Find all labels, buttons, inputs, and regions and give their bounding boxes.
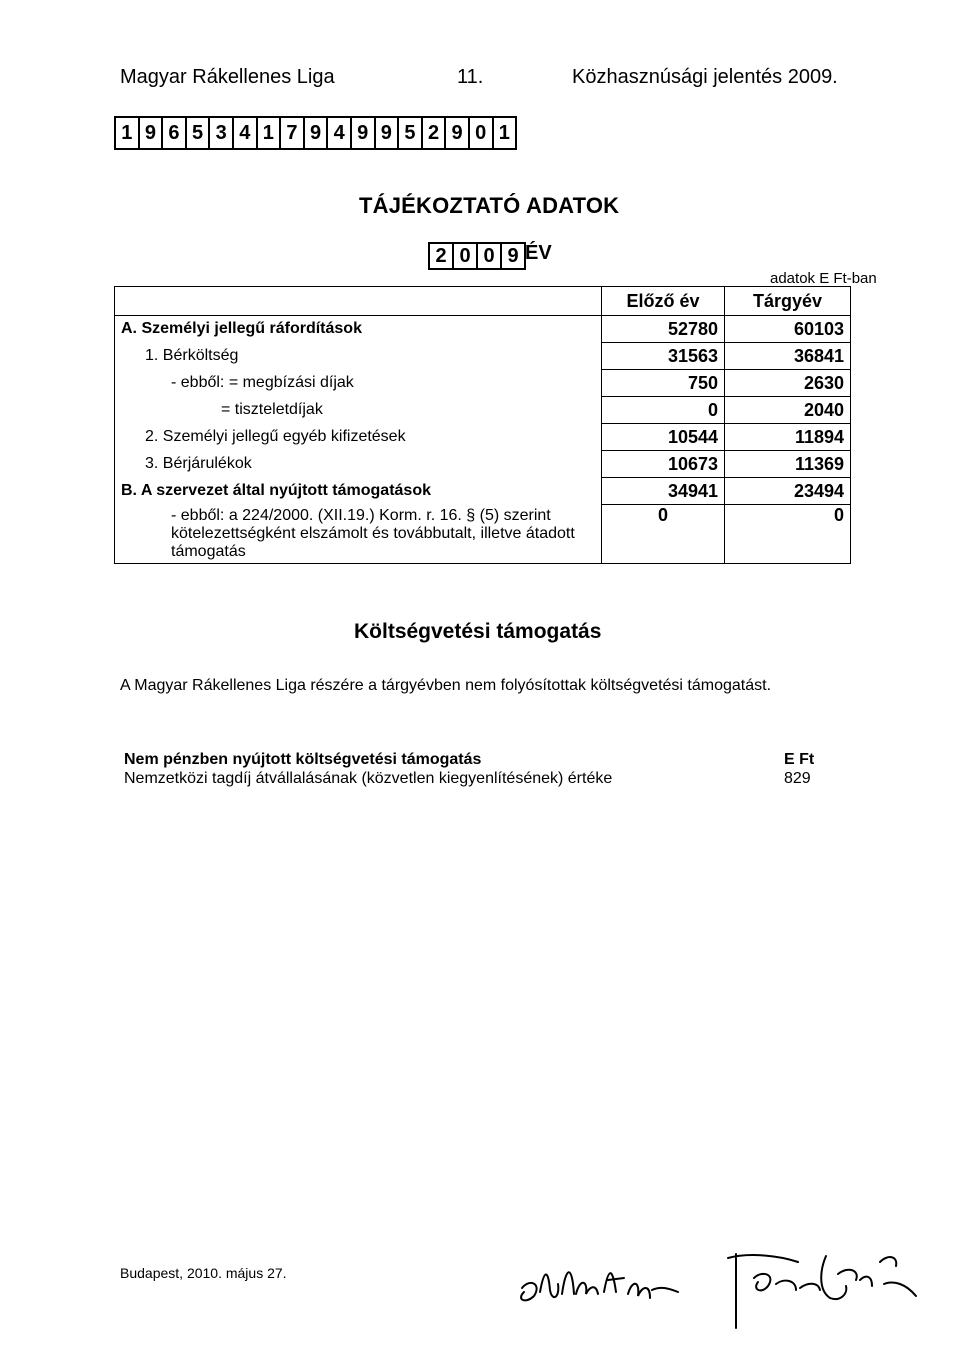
row-label: - ebből: = megbízási díjak [115,370,602,397]
table-row [115,478,851,505]
id-digit-box: 1 [116,118,140,148]
org-name: Magyar Rákellenes Liga [120,66,335,88]
report-title: Közhasznúsági jelentés 2009. [572,66,838,88]
row-label: 1. Bérköltség [115,343,602,370]
table-row [115,343,851,370]
prev-year-value: 750 [602,370,725,397]
table-row [115,316,851,343]
curr-year-value: 11369 [725,451,851,478]
table-row [115,424,851,451]
row-label: A. Személyi jellegű ráfordítások [115,316,602,343]
nonmonetary-unit: E Ft [784,751,815,768]
id-digit-box: 9 [352,118,376,148]
row-label: B. A szervezet által nyújtott támogatások [115,478,602,505]
budget-section-title: Költségvetési támogatás [354,620,602,643]
col-prev-header: Előző év [602,287,725,316]
curr-year-value: 0 [725,505,851,564]
place-date: Budapest, 2010. május 27. [120,1265,287,1281]
row-label: - ebből: a 224/2000. (XII.19.) Korm. r. 16. § (5) szerint kötelezettségként elszámolt és továbbutalt, illetve átadott támogatás [115,505,602,564]
table-row [115,370,851,397]
table-row [115,451,851,478]
table-row [115,397,851,424]
prev-year-value: 34941 [602,478,725,505]
id-digit-box: 4 [234,118,258,148]
table-header-row [115,287,851,316]
prev-year-value: 52780 [602,316,725,343]
id-digit-box: 9 [140,118,164,148]
year-digit-box: 2 [430,244,454,268]
id-digit-box: 1 [258,118,282,148]
curr-year-value: 23494 [725,478,851,505]
id-digit-box: 6 [163,118,187,148]
year-suffix: ÉV [525,242,552,264]
id-digit-box: 9 [446,118,470,148]
page-number: 11. [457,66,484,88]
table-row [115,505,851,564]
header-blank-cell [115,287,602,316]
prev-year-value: 31563 [602,343,725,370]
id-digit-box: 7 [281,118,305,148]
curr-year-value: 60103 [725,316,851,343]
prev-year-value: 10544 [602,424,725,451]
page-title: TÁJÉKOZTATÓ ADATOK [359,193,620,218]
curr-year-value: 11894 [725,424,851,451]
id-digit-box: 9 [305,118,329,148]
row-label: = tiszteletdíjak [115,397,602,424]
id-digit-box: 2 [423,118,447,148]
nonmonetary-item: Nemzetközi tagdíj átvállalásának (közvetlen kiegyenlítésének) értéke [124,770,613,787]
unit-note: adatok E Ft-ban [770,270,877,287]
curr-year-value: 36841 [725,343,851,370]
tax-id-boxes [114,116,517,150]
year-digit-box: 0 [478,244,502,268]
prev-year-value: 10673 [602,451,725,478]
nonmonetary-value: 829 [784,770,811,787]
row-label: 2. Személyi jellegű egyéb kifizetések [115,424,602,451]
year-boxes [428,242,526,270]
prev-year-value: 0 [602,505,725,564]
id-digit-box: 4 [328,118,352,148]
col-curr-header: Tárgyév [725,287,851,316]
id-digit-box: 3 [210,118,234,148]
id-digit-box: 5 [187,118,211,148]
year-digit-box: 0 [454,244,478,268]
curr-year-value: 2040 [725,397,851,424]
row-label: 3. Bérjárulékok [115,451,602,478]
id-digit-box: 9 [376,118,400,148]
nonmonetary-heading: Nem pénzben nyújtott költségvetési támogatás [124,751,482,768]
curr-year-value: 2630 [725,370,851,397]
id-digit-box: 1 [498,122,510,144]
id-digit-box: 0 [470,118,494,148]
year-digit-box: 9 [507,245,519,267]
prev-year-value: 0 [602,397,725,424]
budget-text: A Magyar Rákellenes Liga részére a tárgyévben nem folyósítottak költségvetési támogatást. [120,677,772,694]
staff-costs-table [114,286,851,564]
id-digit-box: 5 [399,118,423,148]
signature [500,1240,930,1335]
